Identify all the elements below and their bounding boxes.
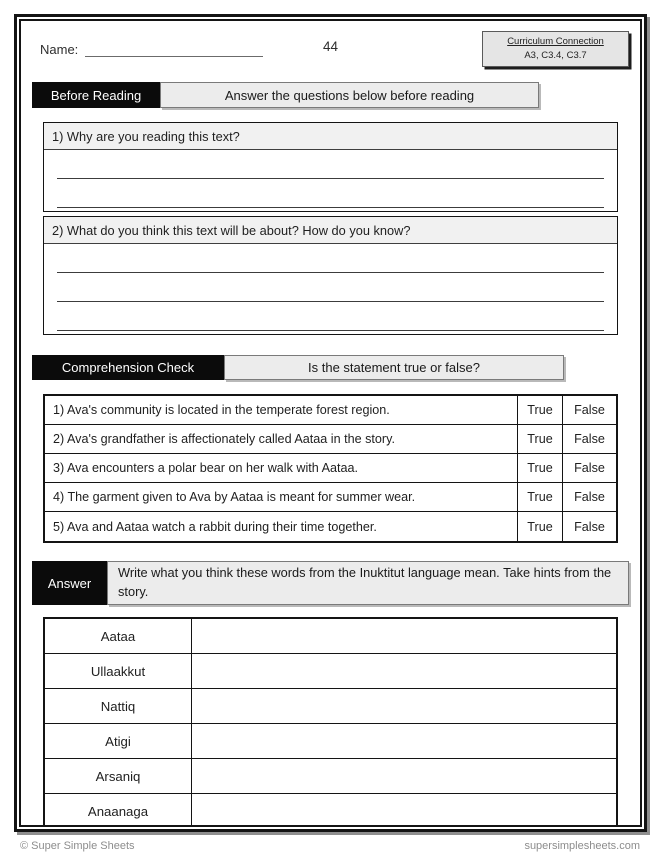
word-row <box>45 759 616 794</box>
statement-text: 4) The garment given to Ava by Aataa is meant for summer wear. <box>45 483 518 511</box>
statement-row <box>45 396 616 425</box>
answer-label: Answer <box>32 561 107 605</box>
word-row <box>45 689 616 724</box>
statement-row <box>45 483 616 512</box>
writing-line[interactable] <box>57 244 604 273</box>
question-2-prompt: 2) What do you think this text will be about? How do you know? <box>44 217 617 244</box>
statement-row <box>45 454 616 483</box>
writing-line[interactable] <box>57 273 604 302</box>
word-row <box>45 619 616 654</box>
before-reading-instruction: Answer the questions below before reading <box>160 82 539 108</box>
definition-cell[interactable] <box>192 619 616 653</box>
footer-copyright: © Super Simple Sheets <box>20 840 135 852</box>
true-cell[interactable]: True <box>518 454 563 482</box>
true-cell[interactable]: True <box>518 425 563 453</box>
question-2-answer-area <box>44 244 617 334</box>
statement-text: 3) Ava encounters a polar bear on her walk with Aataa. <box>45 454 518 482</box>
writing-line[interactable] <box>57 179 604 208</box>
before-reading-bar <box>32 82 629 108</box>
true-cell[interactable]: True <box>518 483 563 511</box>
word-cell: Ullaakkut <box>45 654 192 688</box>
comprehension-check-bar <box>32 355 629 380</box>
writing-line[interactable] <box>57 150 604 179</box>
statement-text: 5) Ava and Aataa watch a rabbit during their time together. <box>45 512 518 541</box>
comprehension-check-label: Comprehension Check <box>32 355 224 380</box>
word-row <box>45 654 616 689</box>
curriculum-codes: A3, C3.4, C3.7 <box>524 49 587 61</box>
answer-bar <box>32 561 629 605</box>
curriculum-connection-box <box>482 31 629 68</box>
statement-text: 1) Ava's community is located in the temperate forest region. <box>45 396 518 424</box>
false-cell[interactable]: False <box>574 461 605 475</box>
answer-instruction: Write what you think these words from the Inuktitut language mean. Take hints from the story. <box>107 561 629 605</box>
words-table <box>43 617 618 827</box>
question-box-1 <box>43 122 618 212</box>
word-cell: Arsaniq <box>45 759 192 793</box>
before-reading-label: Before Reading <box>32 82 160 108</box>
true-cell[interactable]: True <box>518 396 563 424</box>
definition-cell[interactable] <box>192 724 616 758</box>
page-footer <box>20 840 640 852</box>
false-cell[interactable]: False <box>574 490 605 504</box>
name-label: Name: <box>40 41 79 57</box>
true-false-table <box>43 394 618 543</box>
false-cell[interactable]: False <box>574 519 605 534</box>
definition-cell[interactable] <box>192 759 616 793</box>
page-content <box>19 19 642 827</box>
question-box-2 <box>43 216 618 335</box>
definition-cell[interactable] <box>192 794 616 827</box>
false-cell[interactable]: False <box>574 403 605 417</box>
statement-row <box>45 512 616 541</box>
true-cell[interactable]: True <box>518 512 563 541</box>
comprehension-check-instruction: Is the statement true or false? <box>224 355 564 380</box>
word-cell: Nattiq <box>45 689 192 723</box>
writing-line[interactable] <box>57 302 604 331</box>
question-1-prompt: 1) Why are you reading this text? <box>44 123 617 150</box>
footer-website: supersimplesheets.com <box>524 840 640 852</box>
word-row <box>45 794 616 827</box>
page-number: 44 <box>322 39 339 54</box>
definition-cell[interactable] <box>192 689 616 723</box>
word-cell: Atigi <box>45 724 192 758</box>
statement-text: 2) Ava's grandfather is affectionately called Aataa in the story. <box>45 425 518 453</box>
word-cell: Aataa <box>45 619 192 653</box>
word-row <box>45 724 616 759</box>
header-row <box>32 29 629 69</box>
curriculum-title: Curriculum Connection <box>507 35 604 47</box>
page-frame <box>14 14 647 832</box>
statement-row <box>45 425 616 454</box>
question-1-answer-area <box>44 150 617 211</box>
word-cell: Anaanaga <box>45 794 192 827</box>
false-cell[interactable]: False <box>574 432 605 446</box>
definition-cell[interactable] <box>192 654 616 688</box>
